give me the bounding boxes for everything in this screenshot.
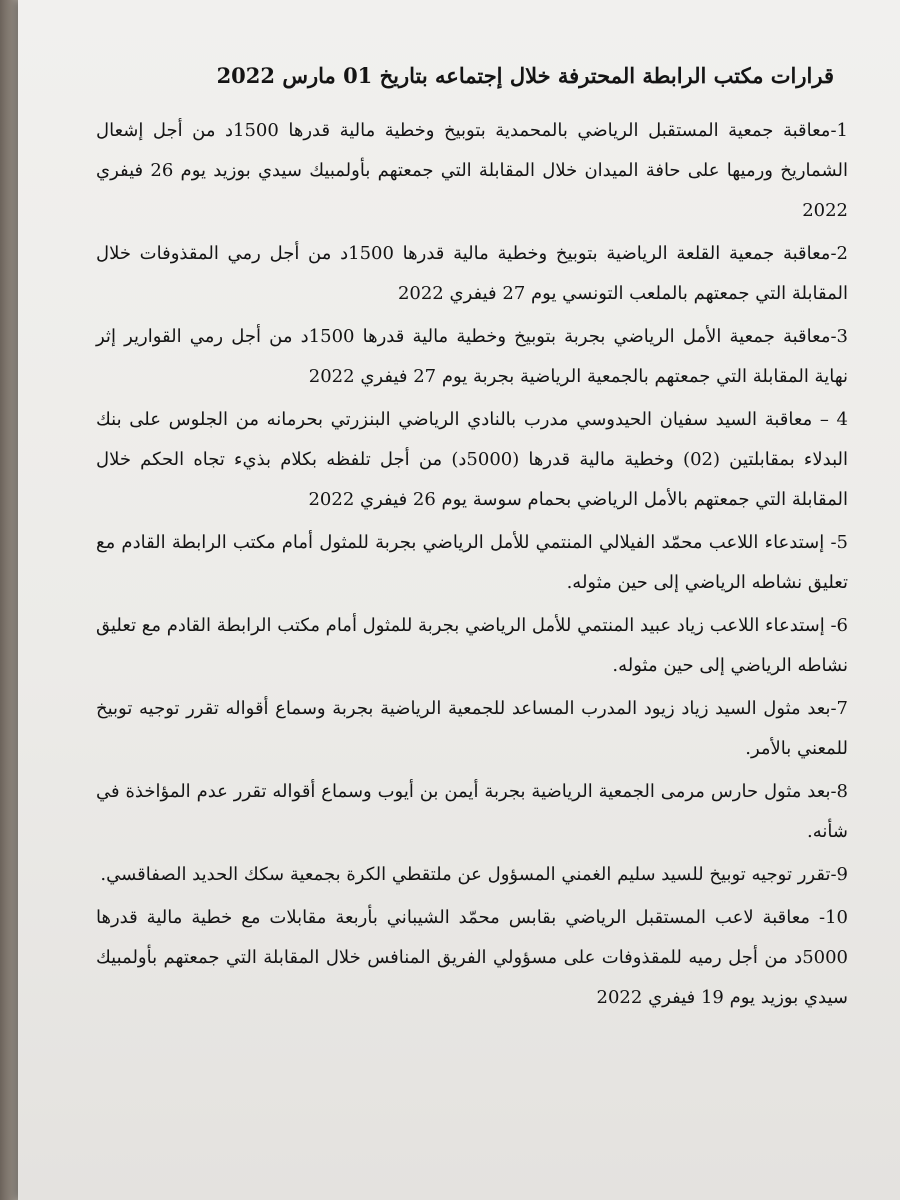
- decision-item-2: 2-معاقبة جمعية القلعة الرياضية بتوبيخ وخطية مالية قدرها 1500د من أجل رمي المقذوفات خلال المقابلة التي جمعتهم بالملعب التونسي يوم 27 فيفري 2022: [96, 243, 848, 305]
- paper-sheet: [18, 0, 900, 1200]
- document-body: [96, 62, 848, 1021]
- decision-item-1: 1-معاقبة جمعية المستقبل الرياضي بالمحمدية بتوبيخ وخطية مالية قدرها 1500د من أجل إشعال الشماريخ ورميها على حافة الميدان خلال المقابلة التي جمعتهم بأولمبيك سيدي بوزيد يوم 26 فيفري 2022: [96, 120, 848, 222]
- decision-item-10: 10- معاقبة لاعب المستقبل الرياضي بقابس محمّد الشيباني بأربعة مقابلات مع خطية مالية قدرها 5000د من أجل رميه للمقذوفات على مسؤولي الفريق المنافس خلال المقابلة التي جمعتهم بأولمبيك سيدي بوزيد يوم 19 فيفري 2022: [96, 907, 848, 1009]
- decision-item-6: 6- إستدعاء اللاعب زياد عبيد المنتمي للأمل الرياضي بجربة للمثول أمام مكتب الرابطة القادم مع تعليق نشاطه الرياضي إلى حين مثوله.: [95, 615, 848, 677]
- decision-item-5: 5- إستدعاء اللاعب محمّد الفيلالي المنتمي للأمل الرياضي بجربة للمثول أمام مكتب الرابطة القادم مع تعليق نشاطه الرياضي إلى حين مثوله.: [96, 532, 848, 594]
- decision-item-7: 7-بعد مثول السيد زياد زيود المدرب المساعد للجمعية الرياضية بجربة وسماع أقواله تقرر توجيه توبيخ للمعني بالأمر.: [96, 698, 848, 760]
- decision-item-9: 9-تقرر توجيه توبيخ للسيد سليم الغمني المسؤول عن ملتقطي الكرة بجمعية سكك الحديد الصفاقسي.: [100, 864, 848, 886]
- decision-item-8: 8-بعد مثول حارس مرمى الجمعية الرياضية بجربة أيمن بن أيوب وسماع أقواله تقرر عدم المؤاخذة في شأنه.: [96, 781, 848, 843]
- decisions-list: [96, 111, 848, 1018]
- decision-item-3: 3-معاقبة جمعية الأمل الرياضي بجربة بتوبيخ وخطية مالية قدرها 1500د من أجل رمي القوارير إثر نهاية المقابلة التي جمعتهم بالجمعية الرياضية بجربة يوم 27 فيفري 2022: [96, 326, 848, 388]
- document-title: قرارات مكتب الرابطة المحترفة خلال إجتماعه بتاريخ 01 مارس 2022: [216, 63, 834, 88]
- decision-item-4: 4 – معاقبة السيد سفيان الحيدوسي مدرب بالنادي الرياضي البنزرتي بحرمانه من الجلوس على بنك البدلاء بمقابلتين (02) وخطية مالية قدرها (5000د) من أجل تلفظه بكلام بذيء تجاه الحكم خلال المقابلة التي جمعتهم بالأمل الرياضي بحمام سوسة يوم 26 فيفري 2022: [96, 409, 848, 511]
